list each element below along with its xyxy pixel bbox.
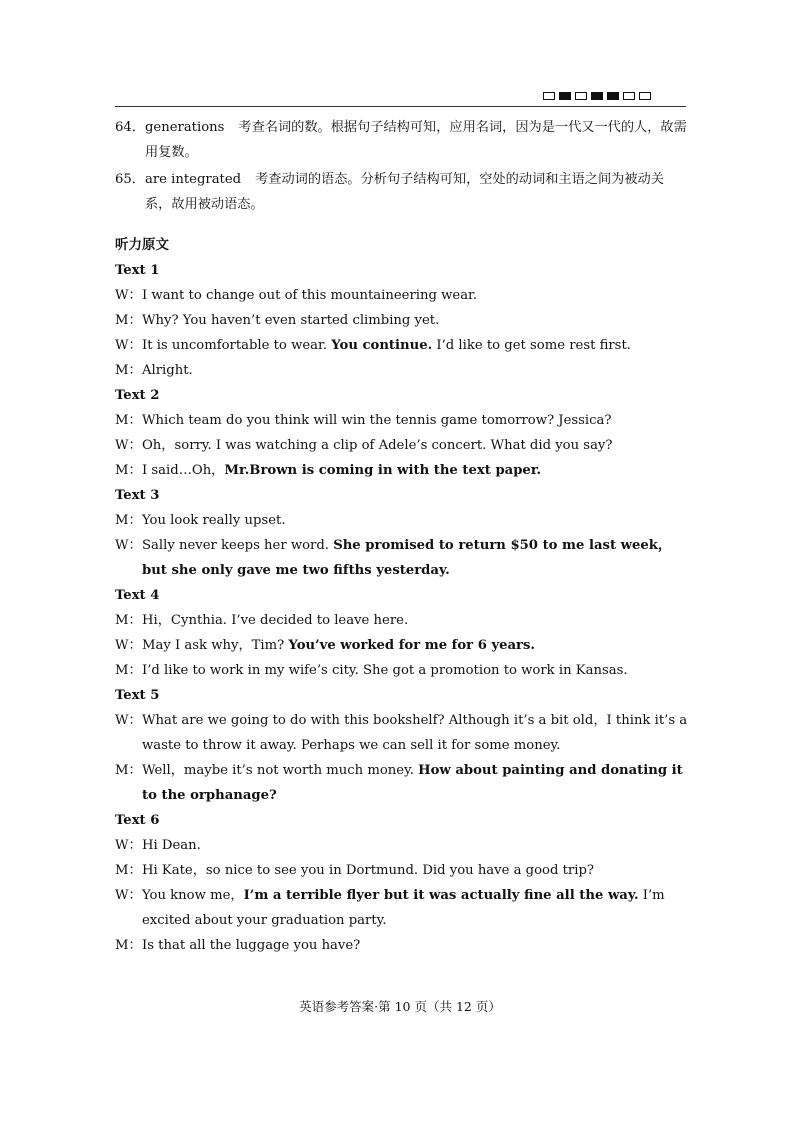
utterance	[142, 358, 688, 383]
answer-explanation: 考查名词的数。根据句子结构可知，应用名词，因为是一代又一代的人，故需用复数。	[144, 120, 687, 160]
speaker-label: M：	[115, 663, 142, 678]
speaker-label: W：	[115, 838, 142, 853]
header-rule	[115, 106, 686, 107]
header-decoration	[543, 92, 651, 100]
utterance	[142, 533, 688, 583]
speaker-label: M：	[115, 513, 142, 528]
utterance	[142, 758, 688, 808]
decoration-box	[607, 92, 619, 100]
utterance	[142, 833, 688, 858]
answer-number: 65．	[115, 172, 145, 187]
answer-keyword: generations	[144, 120, 225, 135]
utterance	[142, 883, 688, 933]
dialogue-line	[115, 333, 688, 358]
speaker-label: M：	[115, 463, 142, 478]
speaker-label: W：	[115, 288, 142, 303]
utterance-text: I want to change out of this mountaineering wear.	[142, 288, 478, 303]
utterance	[142, 933, 688, 958]
text-title: Text 6	[115, 813, 160, 828]
text-title: Text 1	[115, 263, 160, 278]
utterance-text: Is that all the luggage you have?	[142, 938, 361, 953]
utterance-text: I’m excited about your graduation party.	[142, 888, 665, 928]
speaker-label: M：	[115, 313, 142, 328]
dialogue-line	[115, 833, 688, 858]
speaker-label: M：	[115, 763, 142, 778]
utterance-text: Why? You haven’t even started climbing yet.	[142, 313, 440, 328]
utterance-text: Sally never keeps her word.	[142, 538, 334, 553]
utterance	[142, 633, 688, 658]
utterance	[142, 408, 688, 433]
answer-cue-text: How about painting and donating it to the orphanage?	[142, 763, 683, 803]
utterance	[142, 308, 688, 333]
utterance	[142, 333, 688, 358]
dialogue-line	[115, 658, 688, 683]
utterance	[142, 658, 688, 683]
speaker-label: M：	[115, 938, 142, 953]
dialogue-line	[115, 458, 688, 483]
utterance	[142, 283, 688, 308]
answer-keyword: are integrated	[144, 172, 242, 187]
dialogue-line	[115, 933, 688, 958]
utterance-text: You know me，	[142, 888, 244, 903]
dialogue-line	[115, 608, 688, 633]
utterance-text: I said…Oh，	[142, 463, 225, 478]
text-title: Text 4	[115, 588, 160, 603]
decoration-box	[623, 92, 635, 100]
dialogue-line	[115, 858, 688, 883]
answer-explanation: 考查动词的语态。分析句子结构可知，空处的动词和主语之间为被动关系，故用被动语态。	[144, 172, 664, 212]
text-title: Text 5	[115, 688, 160, 703]
text-title: Text 3	[115, 488, 160, 503]
decoration-box	[575, 92, 587, 100]
utterance	[142, 608, 688, 633]
speaker-label: W：	[115, 713, 142, 728]
utterance-text: Alright.	[142, 363, 193, 378]
utterance-text: Well，maybe it’s not worth much money.	[142, 763, 419, 778]
dialogue-line	[115, 408, 688, 433]
page-footer: 英语参考答案·第 10 页（共 12 页）	[299, 999, 501, 1014]
answer-cue-text: You continue.	[331, 338, 433, 353]
utterance	[142, 458, 688, 483]
decoration-box	[559, 92, 571, 100]
speaker-label: M：	[115, 863, 142, 878]
speaker-label: W：	[115, 538, 142, 553]
answer-cue-text: She promised to return $50 to me last week，but she only gave me two fifths yesterday.	[142, 538, 672, 578]
page-content	[115, 115, 688, 958]
utterance	[142, 508, 688, 533]
answer-64	[115, 115, 688, 165]
utterance	[142, 858, 688, 883]
dialogue-line	[115, 308, 688, 333]
text-title: Text 2	[115, 388, 160, 403]
dialogue-line	[115, 508, 688, 533]
utterance-text: You look really upset.	[142, 513, 286, 528]
answer-65	[115, 167, 688, 217]
utterance-text: Oh，sorry. I was watching a clip of Adele’s concert. What did you say?	[142, 438, 613, 453]
utterance-text: It is uncomfortable to wear.	[142, 338, 332, 353]
speaker-label: M：	[115, 363, 142, 378]
answer-number: 64．	[115, 120, 145, 135]
dialogue-line	[115, 358, 688, 383]
dialogue-line	[115, 708, 688, 758]
answer-body	[145, 115, 688, 165]
section-title: 听力原文	[115, 237, 169, 253]
answer-cue-text: You’ve worked for me for 6 years.	[288, 638, 536, 653]
speaker-label: W：	[115, 888, 142, 903]
decoration-box	[639, 92, 651, 100]
speaker-label: W：	[115, 338, 142, 353]
decoration-box	[591, 92, 603, 100]
utterance-text: Hi，Cynthia. I’ve decided to leave here.	[142, 613, 409, 628]
dialogue-line	[115, 283, 688, 308]
decoration-box	[543, 92, 555, 100]
utterance-text: Hi Kate，so nice to see you in Dortmund. Did you have a good trip?	[142, 863, 594, 878]
speaker-label: W：	[115, 438, 142, 453]
dialogue-line	[115, 533, 688, 583]
dialogue-line	[115, 633, 688, 658]
utterance-text: Hi Dean.	[142, 838, 201, 853]
utterance-text: May I ask why，Tim?	[142, 638, 289, 653]
speaker-label: W：	[115, 638, 142, 653]
dialogue-line	[115, 758, 688, 808]
utterance-text: Which team do you think will win the tennis game tomorrow? Jessica?	[142, 413, 612, 428]
utterance-text: I’d like to get some rest first.	[432, 338, 631, 353]
answer-cue-text: Mr.Brown is coming in with the text paper.	[224, 463, 542, 478]
utterance	[142, 433, 688, 458]
dialogue-line	[115, 433, 688, 458]
utterance-text: What are we going to do with this bookshelf? Although it’s a bit old，I think it’s a waste to throw it away. Perhaps we can sell it for some money.	[142, 713, 688, 753]
answer-body	[145, 167, 688, 217]
utterance	[142, 708, 688, 758]
speaker-label: M：	[115, 613, 142, 628]
answer-cue-text: I’m a terrible flyer but it was actually fine all the way.	[243, 888, 639, 903]
dialogue-line	[115, 883, 688, 933]
listening-transcript	[115, 258, 688, 958]
speaker-label: M：	[115, 413, 142, 428]
utterance-text: I’d like to work in my wife’s city. She got a promotion to work in Kansas.	[142, 663, 628, 678]
